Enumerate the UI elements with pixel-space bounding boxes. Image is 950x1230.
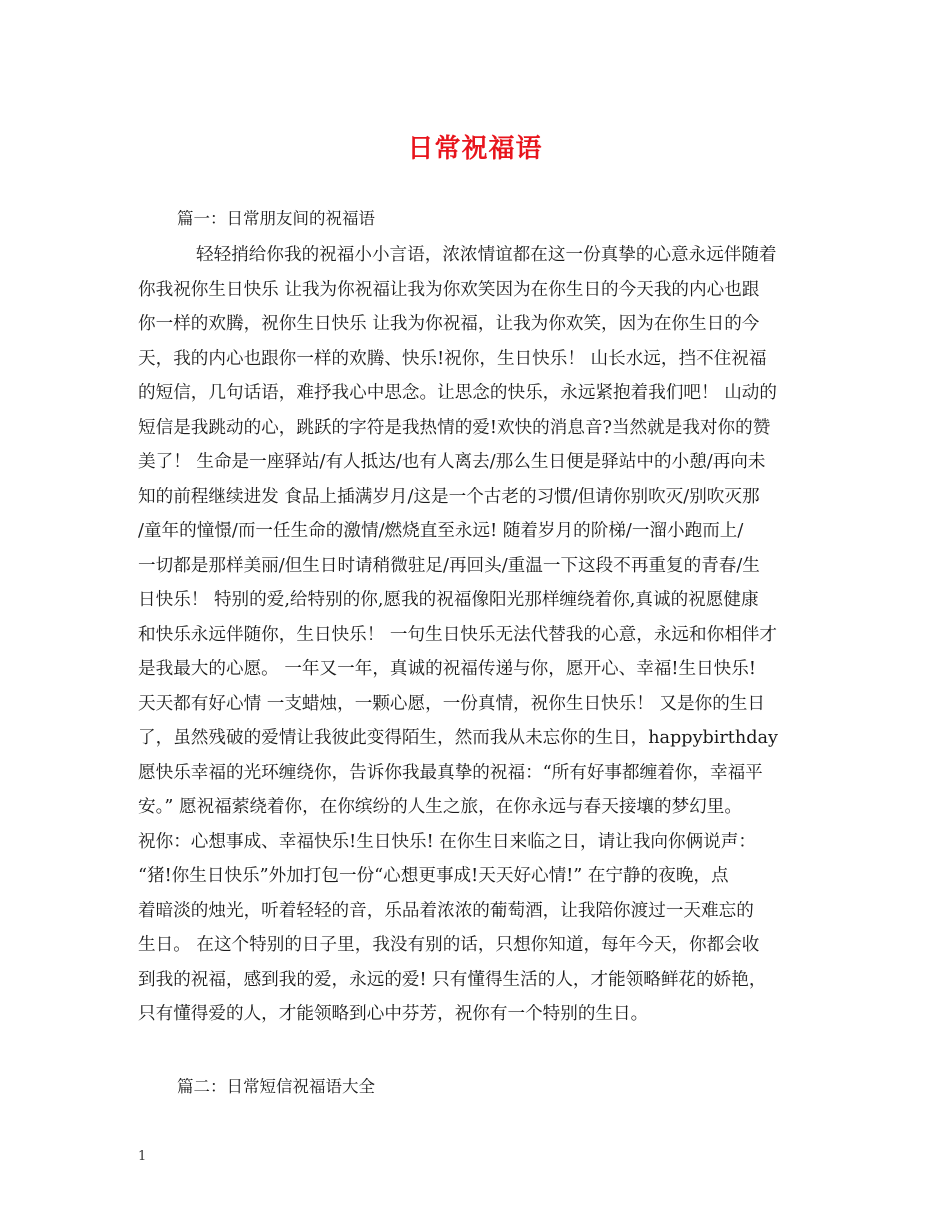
paragraph-line: 天，我的内心也跟你一样的欢腾、快乐!祝你，生日快乐！ 山长水远，挡不住祝福: [138, 348, 767, 369]
paragraph-line: 到我的祝福，感到我的爱，永远的爱! 只有懂得生活的人，才能领略鲜花的娇艳，: [138, 969, 767, 990]
paragraph-line: 安。” 愿祝福萦绕着你，在你缤纷的人生之旅，在你永远与春天接壤的梦幻里。: [138, 797, 742, 817]
paragraph-line: /童年的憧憬/而一任生命的激情/燃烧直至永远! 随着岁月的阶梯/一溜小跑而上/: [138, 521, 744, 541]
paragraph-line: 生日。 在这个特别的日子里，我没有别的话，只想你知道，每年今天，你都会收: [138, 935, 760, 955]
paragraph-line: 你我祝你生日快乐 让我为你祝福让我为你欢笑因为在你生日的今天我的内心也跟: [138, 279, 760, 300]
page-title: 日常祝福语: [407, 134, 543, 164]
paragraph-line: 的短信，几句话语，难抒我心中思念。让思念的快乐，永远紧抱着我们吧！ 山动的: [138, 383, 777, 403]
section-heading-1: 篇一：日常朋友间的祝福语: [177, 209, 375, 228]
paragraph-line: 美了！ 生命是一座驿站/有人抵达/也有人离去/那么生日便是驿站中的小憩/再向未: [138, 452, 766, 472]
paragraph-line: 天天都有好心情 一支蜡烛，一颗心愿，一份真情，祝你生日快乐！ 又是你的生日: [138, 693, 765, 714]
section-heading-2: 篇二：日常短信祝福语大全: [177, 1077, 375, 1096]
paragraph-line: 了，虽然残破的爱情让我彼此变得陌生，然而我从未忘你的生日，happybirthday: [138, 728, 778, 748]
paragraph-line: 轻轻捎给你我的祝福小小言语，浓浓情谊都在这一份真挚的心意永远伴随着: [196, 245, 777, 265]
paragraph-line: 着暗淡的烛光，听着轻轻的音，乐品着浓浓的葡萄酒，让我陪你渡过一天难忘的: [138, 900, 754, 921]
paragraph-line: 短信是我跳动的心，跳跃的字符是我热情的爱!欢快的消息音?当然就是我对你的赞: [138, 417, 771, 438]
page-number: 1: [138, 1149, 147, 1164]
paragraph-line: 只有懂得爱的人，才能领略到心中芬芳，祝你有一个特别的生日。: [138, 1004, 649, 1024]
paragraph-line: 愿快乐幸福的光环缠绕你，告诉你我最真挚的祝福：“所有好事都缠着你，幸福平: [138, 762, 763, 783]
body-paragraph: [138, 238, 812, 1032]
paragraph-line: 日快乐！ 特别的爱,给特别的你,愿我的祝福像阳光那样缠绕着你,真诚的祝愿健康: [138, 590, 759, 610]
paragraph-line: “猪!你生日快乐”外加打包一份“心想更事成!天天好心情!” 在宁静的夜晚，点: [138, 866, 729, 886]
paragraph-line: 你一样的欢腾，祝你生日快乐 让我为你祝福，让我为你欢笑，因为在你生日的今: [138, 314, 760, 334]
paragraph-line: 一切都是那样美丽/但生日时请稍微驻足/再回头/重温一下这段不再重复的青春/生: [138, 555, 760, 576]
paragraph-line: 祝你：心想事成、幸福快乐!生日快乐! 在你生日来临之日，请让我向你俩说声：: [138, 831, 756, 852]
paragraph-line: 是我最大的心愿。 一年又一年，真诚的祝福传递与你，愿开心、幸福!生日快乐!: [138, 659, 756, 679]
paragraph-line: 和快乐永远伴随你，生日快乐！ 一句生日快乐无法代替我的心意，永远和你相伴才: [138, 624, 777, 645]
paragraph-line: 知的前程继续进发 食品上插满岁月/这是一个古老的习惯/但请你别吹灭/别吹灭那: [138, 486, 760, 507]
